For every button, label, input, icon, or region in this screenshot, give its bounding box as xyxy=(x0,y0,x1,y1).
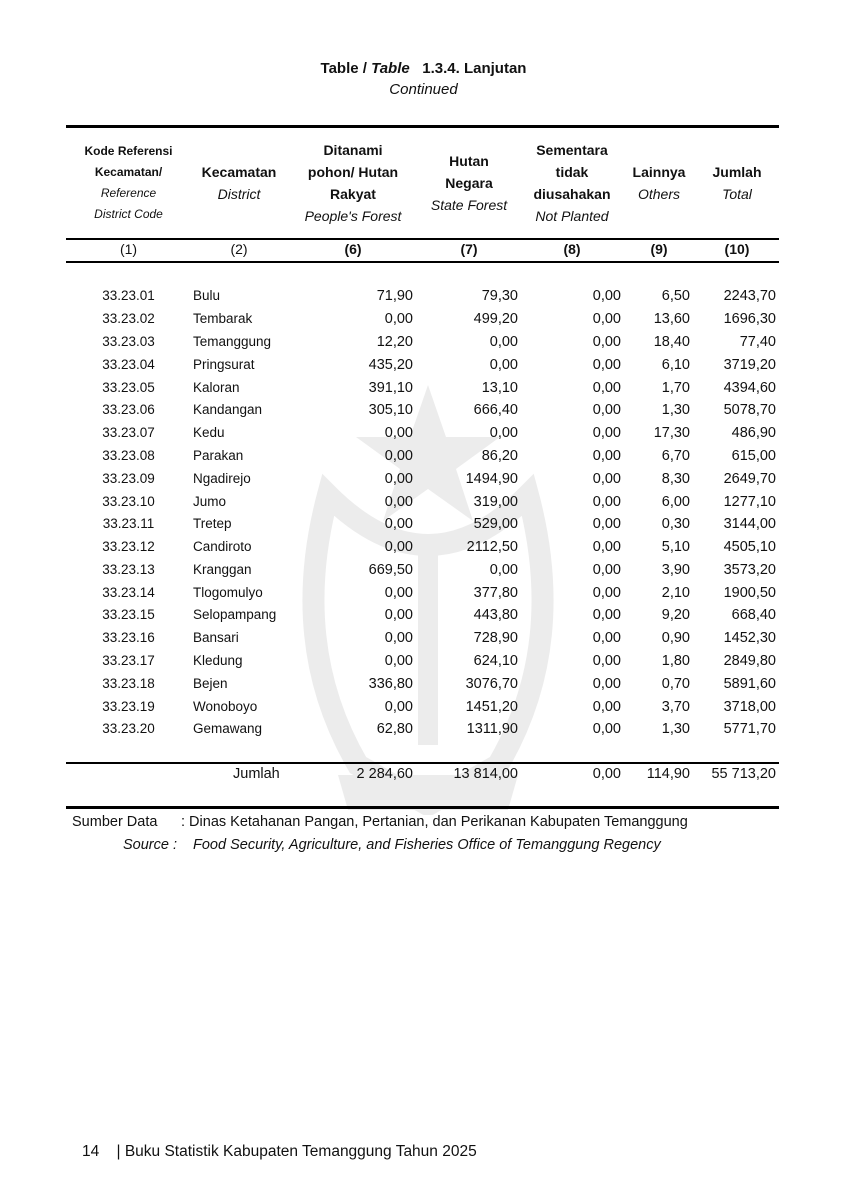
row-c6: 0,00 xyxy=(384,539,413,555)
header-district-l2: District xyxy=(217,186,261,202)
row-c7: 666,40 xyxy=(473,402,518,418)
row-c9: 17,30 xyxy=(653,425,690,441)
row-district: Temanggung xyxy=(193,334,272,349)
row-district: Tretep xyxy=(193,516,232,531)
row-c9: 3,90 xyxy=(661,562,690,578)
row-code: 33.23.06 xyxy=(102,402,155,417)
row-c10: 3718,00 xyxy=(723,699,776,715)
row-code: 33.23.09 xyxy=(102,471,155,486)
row-c9: 5,10 xyxy=(661,539,690,555)
row-c10: 2849,80 xyxy=(723,653,776,669)
row-c8: 0,00 xyxy=(592,402,621,418)
row-district: Jumo xyxy=(193,494,227,509)
row-c7: 2112,50 xyxy=(466,539,518,555)
row-c10: 5771,70 xyxy=(723,721,776,737)
row-district: Parakan xyxy=(193,448,244,463)
row-c9: 6,00 xyxy=(661,494,690,510)
row-district: Tembarak xyxy=(193,311,253,326)
row-code: 33.23.19 xyxy=(102,699,155,714)
title-subtitle: Continued xyxy=(389,81,458,98)
row-c8: 0,00 xyxy=(592,585,621,601)
row-district: Kaloran xyxy=(193,380,240,395)
table-row xyxy=(0,718,847,740)
header-code-l1: Kode Referensi xyxy=(84,144,173,158)
header-c6-l2: pohon/ Hutan xyxy=(307,164,399,180)
table-row xyxy=(0,445,847,467)
row-c10: 3719,20 xyxy=(723,357,776,373)
row-c10: 1452,30 xyxy=(723,630,776,646)
total-c6: 2 284,60 xyxy=(356,766,413,782)
table-row xyxy=(0,650,847,672)
table-row xyxy=(0,308,847,330)
row-c10: 1277,10 xyxy=(723,494,776,510)
row-c7: 499,20 xyxy=(473,311,518,327)
colnum-9: (9) xyxy=(650,241,668,257)
header-c7-l1: Hutan xyxy=(449,153,489,169)
row-c8: 0,00 xyxy=(592,471,621,487)
row-c10: 4505,10 xyxy=(723,539,776,555)
top-rule xyxy=(66,125,779,128)
table-row xyxy=(0,285,847,307)
row-code: 33.23.12 xyxy=(102,539,155,554)
row-c6: 0,00 xyxy=(384,699,413,715)
row-district: Pringsurat xyxy=(193,357,255,372)
header-c10 xyxy=(697,130,777,236)
row-c6: 0,00 xyxy=(384,585,413,601)
row-district: Gemawang xyxy=(193,721,263,736)
row-c7: 3076,70 xyxy=(465,676,518,692)
table-row xyxy=(0,536,847,558)
row-code: 33.23.04 xyxy=(102,357,155,372)
row-c9: 0,30 xyxy=(661,516,690,532)
table-row xyxy=(0,491,847,513)
header-code-l3: Reference xyxy=(100,186,157,200)
table-row xyxy=(0,627,847,649)
header-c6-l4: People's Forest xyxy=(304,208,402,224)
header-c7 xyxy=(418,130,520,236)
colnum-10: (10) xyxy=(724,241,750,257)
row-c6: 305,10 xyxy=(368,402,413,418)
row-c8: 0,00 xyxy=(592,699,621,715)
row-c9: 6,10 xyxy=(661,357,690,373)
header-c6 xyxy=(292,130,414,236)
header-code-l2: Kecamatan/ xyxy=(94,165,163,179)
total-c9: 114,90 xyxy=(646,766,690,782)
header-district xyxy=(193,130,285,236)
row-c7: 1451,20 xyxy=(465,699,518,715)
row-c7: 79,30 xyxy=(481,288,518,304)
source-label-id: Sumber Data xyxy=(72,814,158,830)
footer-text: | Buku Statistik Kabupaten Temanggung Tahun 2025 xyxy=(116,1143,477,1160)
row-code: 33.23.08 xyxy=(102,448,155,463)
row-c7: 0,00 xyxy=(489,425,518,441)
row-c6: 0,00 xyxy=(384,494,413,510)
table-title xyxy=(0,60,847,98)
row-c9: 6,50 xyxy=(661,288,690,304)
row-code: 33.23.07 xyxy=(102,425,155,440)
row-c8: 0,00 xyxy=(592,448,621,464)
row-c9: 1,30 xyxy=(661,402,690,418)
table-row xyxy=(0,604,847,626)
title-number: 1.3.4. xyxy=(422,60,460,77)
row-c6: 12,20 xyxy=(376,334,413,350)
row-code: 33.23.01 xyxy=(102,288,155,303)
table-row xyxy=(0,559,847,581)
source-text-en: Food Security, Agriculture, and Fisheries Office of Temanggung Regency xyxy=(193,837,661,853)
row-c7: 0,00 xyxy=(489,357,518,373)
row-c7: 0,00 xyxy=(489,334,518,350)
table-row xyxy=(0,673,847,695)
row-code: 33.23.05 xyxy=(102,380,155,395)
row-district: Kranggan xyxy=(193,562,252,577)
header-district-l1: Kecamatan xyxy=(201,164,277,180)
source-text-id: : Dinas Ketahanan Pangan, Pertanian, dan Perikanan Kabupaten Temanggung xyxy=(181,814,688,830)
row-code: 33.23.13 xyxy=(102,562,155,577)
row-c6: 391,10 xyxy=(368,380,413,396)
table-row xyxy=(0,513,847,535)
row-c6: 71,90 xyxy=(376,288,413,304)
row-c8: 0,00 xyxy=(592,539,621,555)
row-c9: 1,70 xyxy=(661,380,690,396)
header-c7-l3: State Forest xyxy=(430,197,508,213)
row-c8: 0,00 xyxy=(592,494,621,510)
source-label-en: Source : xyxy=(123,837,177,853)
row-code: 33.23.11 xyxy=(102,516,155,531)
row-district: Kledung xyxy=(193,653,243,668)
row-c7: 377,80 xyxy=(473,585,518,601)
table-row xyxy=(0,331,847,353)
row-c9: 9,20 xyxy=(661,607,690,623)
row-district: Bejen xyxy=(193,676,228,691)
colnum-2: (2) xyxy=(230,241,248,257)
row-c9: 8,30 xyxy=(661,471,690,487)
page-footer xyxy=(82,1143,477,1161)
row-c8: 0,00 xyxy=(592,357,621,373)
row-c9: 18,40 xyxy=(653,334,690,350)
header-code-l4: District Code xyxy=(94,207,163,221)
row-c9: 6,70 xyxy=(661,448,690,464)
header-code xyxy=(66,130,191,236)
header-c8 xyxy=(523,130,621,236)
header-c6-l1: Ditanami xyxy=(323,142,383,158)
header-c6-l3: Rakyat xyxy=(330,186,376,202)
colnum-rule xyxy=(66,261,779,263)
page-number: 14 xyxy=(82,1143,100,1160)
row-c7: 319,00 xyxy=(473,494,518,510)
row-c7: 529,00 xyxy=(473,516,518,532)
row-c6: 0,00 xyxy=(384,448,413,464)
row-c10: 1696,30 xyxy=(723,311,776,327)
row-c9: 0,70 xyxy=(661,676,690,692)
row-code: 33.23.18 xyxy=(102,676,155,691)
header-c8-l1: Sementara xyxy=(536,142,608,158)
colnum-1: (1) xyxy=(119,241,138,257)
row-c9: 1,30 xyxy=(661,721,690,737)
row-c6: 0,00 xyxy=(384,630,413,646)
row-c7: 728,90 xyxy=(473,630,518,646)
title-prefix-italic: Table xyxy=(371,60,410,77)
bottom-rule xyxy=(66,806,779,809)
row-c7: 1494,90 xyxy=(465,471,518,487)
row-c6: 0,00 xyxy=(384,607,413,623)
table-row xyxy=(0,399,847,421)
row-c9: 13,60 xyxy=(653,311,690,327)
row-c10: 4394,60 xyxy=(723,380,776,396)
header-c8-l2: tidak xyxy=(555,164,589,180)
row-code: 33.23.10 xyxy=(102,494,155,509)
row-code: 33.23.17 xyxy=(102,653,155,668)
total-c7: 13 814,00 xyxy=(453,766,518,782)
row-code: 33.23.15 xyxy=(102,607,155,622)
row-c9: 3,70 xyxy=(661,699,690,715)
row-c7: 86,20 xyxy=(481,448,518,464)
row-c8: 0,00 xyxy=(592,630,621,646)
row-c9: 2,10 xyxy=(661,585,690,601)
row-c6: 0,00 xyxy=(384,471,413,487)
row-code: 33.23.03 xyxy=(102,334,155,349)
row-c10: 668,40 xyxy=(731,607,776,623)
title-prefix: Table / xyxy=(320,60,367,77)
row-c8: 0,00 xyxy=(592,311,621,327)
row-c8: 0,00 xyxy=(592,425,621,441)
header-c7-l2: Negara xyxy=(445,175,493,191)
header-c10-l2: Total xyxy=(722,186,752,202)
total-c10: 55 713,20 xyxy=(711,766,776,782)
row-c7: 624,10 xyxy=(473,653,518,669)
total-label: Jumlah xyxy=(233,766,280,782)
colnum-6: (6) xyxy=(344,241,362,257)
row-c8: 0,00 xyxy=(592,516,621,532)
row-c10: 77,40 xyxy=(739,334,776,350)
table-row xyxy=(0,354,847,376)
row-district: Wonoboyo xyxy=(193,699,258,714)
row-c8: 0,00 xyxy=(592,288,621,304)
row-code: 33.23.14 xyxy=(102,585,155,600)
row-c10: 5078,70 xyxy=(723,402,776,418)
row-district: Selopampang xyxy=(193,607,277,622)
row-c7: 443,80 xyxy=(473,607,518,623)
colnum-8: (8) xyxy=(563,241,581,257)
row-district: Kedu xyxy=(193,425,225,440)
table-row xyxy=(0,582,847,604)
row-c6: 0,00 xyxy=(384,516,413,532)
row-c8: 0,00 xyxy=(592,721,621,737)
table-row xyxy=(0,468,847,490)
row-district: Tlogomulyo xyxy=(193,585,263,600)
row-c6: 0,00 xyxy=(384,311,413,327)
row-c9: 0,90 xyxy=(661,630,690,646)
row-c8: 0,00 xyxy=(592,653,621,669)
total-c8: 0,00 xyxy=(592,766,621,782)
row-c10: 3573,20 xyxy=(723,562,776,578)
row-district: Candiroto xyxy=(193,539,252,554)
row-c10: 615,00 xyxy=(731,448,776,464)
table-row xyxy=(0,377,847,399)
row-district: Bulu xyxy=(193,288,221,303)
row-c7: 1311,90 xyxy=(466,721,518,737)
row-district: Bansari xyxy=(193,630,239,645)
header-c8-l3: diusahakan xyxy=(533,186,611,202)
row-c10: 2243,70 xyxy=(723,288,776,304)
title-word: Lanjutan xyxy=(463,60,527,77)
row-c8: 0,00 xyxy=(592,562,621,578)
table-row xyxy=(0,422,847,444)
row-code: 33.23.20 xyxy=(102,721,155,736)
row-c6: 336,80 xyxy=(368,676,413,692)
row-c7: 0,00 xyxy=(489,562,518,578)
row-c8: 0,00 xyxy=(592,676,621,692)
row-c8: 0,00 xyxy=(592,334,621,350)
row-c10: 5891,60 xyxy=(723,676,776,692)
row-c8: 0,00 xyxy=(592,380,621,396)
row-c7: 13,10 xyxy=(481,380,518,396)
header-c10-l1: Jumlah xyxy=(712,164,762,180)
row-code: 33.23.02 xyxy=(102,311,155,326)
total-row xyxy=(0,763,847,785)
row-c6: 435,20 xyxy=(368,357,413,373)
row-c9: 1,80 xyxy=(661,653,690,669)
table-row xyxy=(0,696,847,718)
row-code: 33.23.16 xyxy=(102,630,155,645)
row-c6: 0,00 xyxy=(384,653,413,669)
row-c10: 1900,50 xyxy=(723,585,776,601)
header-rule xyxy=(66,238,779,240)
row-district: Kandangan xyxy=(193,402,263,417)
row-c10: 486,90 xyxy=(731,425,776,441)
row-c10: 3144,00 xyxy=(723,516,776,532)
row-c10: 2649,70 xyxy=(723,471,776,487)
header-c8-l4: Not Planted xyxy=(535,208,609,224)
row-c6: 62,80 xyxy=(376,721,413,737)
header-c9-l2: Others xyxy=(637,186,680,202)
header-c9-l1: Lainnya xyxy=(632,164,686,180)
colnum-7: (7) xyxy=(460,241,478,257)
row-c8: 0,00 xyxy=(592,607,621,623)
row-district: Ngadirejo xyxy=(193,471,251,486)
row-c6: 0,00 xyxy=(384,425,413,441)
row-c6: 669,50 xyxy=(368,562,413,578)
header-c9 xyxy=(624,130,694,236)
